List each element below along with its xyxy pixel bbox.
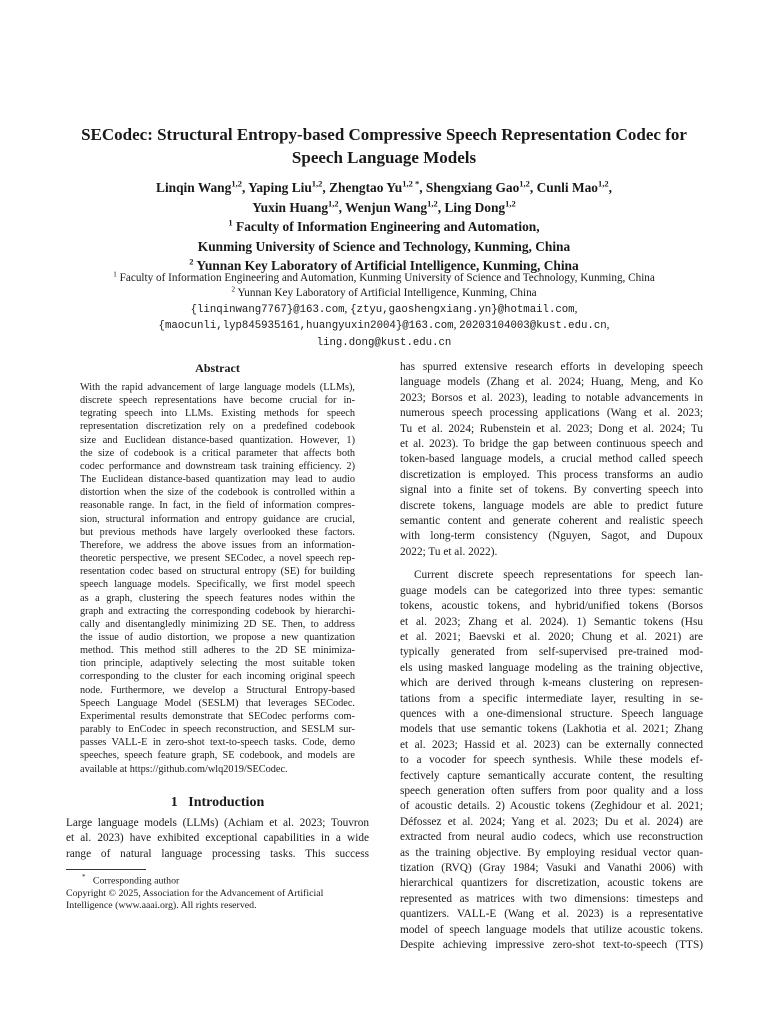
text-line: with long-term consistency (Nguyen, Sagot, and Dupoux [400, 530, 703, 543]
affiliation-text: Faculty of Information Engineering and Automation, [236, 219, 540, 234]
author-line: Linqin Wang$^{1,2}$, Yaping Liu$^{1,2}$, Zhengtao $Yu^{1,2 *}$, Shengxiang Gao$^{1,2}$, Cunli Mao$^{1,2}$, [156, 178, 612, 195]
paragraph-gap [400, 560, 703, 568]
affiliation-mark: 2 [189, 256, 194, 267]
email-text: {maocunli,lyp845935161,huangyuxin2004}@163.com [158, 320, 454, 333]
text-line: 2023; Borsos et al. 2023), leading to notable advancements in [400, 391, 703, 404]
text-line: range of natural language processing tasks. This success [66, 847, 369, 860]
text-line: Current discrete speech representations for speech lan- [414, 569, 703, 582]
text-line: as the training objective. By employing residual vector quan- [400, 846, 703, 859]
text-line: the size of codebook is a critical parameter that affects both [80, 447, 355, 459]
text-line: extracted from neural audio codecs, which use reconstruction [400, 831, 703, 844]
text-line: discrete speech representations have become crucial for in- [80, 395, 355, 407]
text-line: parably to EnCodec in speech reconstruction, and SESLM sur- [80, 724, 355, 736]
copyright-line: Copyright © 2025, Association for the Advancement of Artificial [66, 887, 324, 899]
text-line: tion principle, adaptively selecting the most suitable token [80, 658, 355, 670]
author-line: Yuxin Huang$^{1,2}$, Wenjun Wang$^{1,2}$, Ling Dong$^{1,2}$ [252, 198, 516, 215]
abstract-heading: Abstract [195, 361, 240, 375]
email-text: 20203104003@kust.edu.cn [459, 320, 607, 333]
affiliation-text: Yunnan Key Laboratory of Artificial Intelligence, Kunming, China [196, 258, 579, 273]
text-line: discrete tokens, language models are able to predict future [400, 499, 703, 512]
section-number: 1 [170, 795, 178, 810]
right-column-text [400, 360, 703, 953]
text-line: Large language models (LLMs) (Achiam et al. 2023; Touvron [66, 817, 369, 829]
affiliation-text: Faculty of Information Engineering and Automation, Kunming University of Science and Technology, Kunming, China [119, 272, 655, 284]
affiliation-mark: 1 [228, 217, 233, 228]
author-name: Yuxin Huang [252, 199, 329, 215]
text-line: speech generation often suffers from poor quality and a loss [400, 784, 703, 797]
abstract [80, 361, 355, 776]
email-text: {ztyu,gaoshengxiang.yn}@hotmail.com [350, 303, 575, 316]
author-affiliation-mark: 1,2 [427, 198, 438, 209]
author-name: Zhengtao Yu [329, 180, 403, 195]
text-line: els using masked language modeling as the training objective, [400, 661, 703, 674]
text-line: Speech Language Model (SESLM) that leverages SECodec. [80, 697, 355, 709]
text-line: semantic content and generate coherent and realistic speech [400, 515, 703, 528]
text-line: speeches, speech feature graph, SE codebook, and models are [80, 750, 355, 762]
text-line: tization (RVQ) (Gray 1984; Vasuki and Vanathi 2006) with [400, 862, 703, 874]
text-line: but previous methods have largely overlooked these factors. [80, 526, 355, 538]
text-line: With the rapid advancement of large language models (LLMs), [80, 382, 355, 393]
section-heading-introduction [66, 795, 369, 811]
text-line: Therefore, we address the above issues from an information- [80, 539, 355, 551]
text-line: as a graph, clustering the speech features nodes within the [80, 592, 355, 604]
author-block [40, 178, 728, 279]
text-line: et al. 2023) have exhibited exceptional capabilities in a wide [66, 832, 369, 845]
author-name: Linqin Wang [156, 180, 232, 195]
section-title: Introduction [188, 795, 265, 810]
text-line: reasonable range. In fact, in the field of information compres- [80, 500, 355, 512]
text-line: et al. 2021; Baevski et al. 2020; Chung et al. 2021) are [400, 630, 703, 643]
affiliation-mark: 2 [231, 284, 236, 294]
title-line: Speech Language Models [291, 148, 477, 167]
text-line: Tu et al. 2024; Rubenstein et al. 2023; Dong et al. 2024; Tu [400, 422, 703, 435]
affiliation-text: Yunnan Key Laboratory of Artificial Intelligence, Kunming, China [237, 287, 537, 300]
email-line: {maocunli,lyp845935161,huangyuxin2004}@163.com, 20203104003@kust.edu.cn, [158, 319, 610, 333]
affiliation-mark: 1 [113, 269, 117, 279]
text-line: tokens, acoustic tokens, and hybrid/unified tokens (Borsos [400, 600, 703, 613]
text-line: available at https://github.com/wlq2019/SECodec. [80, 763, 288, 775]
email-line [40, 335, 728, 351]
text-line: hierarchical quantizers for discretization, acoustic tokens are [400, 877, 703, 890]
introduction-text [66, 816, 369, 862]
text-line: discretization is employed. This process transforms an audio [400, 468, 703, 481]
title-line: SECodec: Structural Entropy-based Compressive Speech Representation Codec for [81, 125, 687, 144]
text-line: numerous speech processing applications (Wang et al. 2023; [400, 407, 703, 420]
text-line: corresponding to the cluster for each incoming original speech [80, 671, 355, 683]
text-line: speech language models. Specifically, we first model speech [80, 579, 355, 591]
text-line: model of speech language models that utilize acoustic tokens. [400, 923, 703, 936]
email-text: ling.dong@kust.edu.cn [316, 336, 452, 349]
text-line: codec performance and downstream task training efficiency. 2) [80, 460, 355, 472]
author-affiliation-mark: 1,2 [519, 178, 530, 189]
footnote-corresponding [66, 871, 369, 888]
text-line: has spurred extensive research efforts in developing speech [400, 361, 703, 373]
text-line: token-based language models, a crucial method called speech [400, 453, 703, 466]
text-line: 2022; Tu et al. 2022). [400, 545, 498, 558]
author-affiliation-mark: 1,2 [505, 198, 516, 209]
author-name: Wenjun Wang [345, 199, 428, 215]
author-affiliation-mark: 1,2 [598, 178, 609, 189]
text-line: quantizers. VALL-E (Wang et al. 2023) is a representative [400, 908, 703, 921]
author-affiliation-mark: 1,2 [231, 178, 242, 189]
text-line: node. Furthermore, we develop a Structural Entropy-based [80, 684, 355, 696]
author-affiliation-mark: 1,2 [328, 198, 339, 209]
text-line: Experimental results demonstrate that SECodec performs com- [80, 710, 355, 722]
text-line: et al. 2023; Hassid et al. 2023) can be externally connected [400, 738, 703, 751]
text-line: typically generated from self-supervised pre-trained mod- [400, 646, 703, 659]
author-name: Yaping Liu [248, 180, 312, 195]
email-text: {linqinwang7767}@163.com [190, 303, 345, 316]
text-line: graph and extracting the corresponding codebook by hierarchi- [80, 605, 355, 617]
text-line: et al. 2023; Zhang et al. 2024). 1) Semantic tokens (Hsu [400, 615, 703, 628]
text-line: which are derived through k-means clustering on represen- [400, 677, 703, 690]
text-line: Despite achieving impressive zero-shot text-to-speech (TTS) [400, 939, 703, 952]
footnotes [66, 871, 369, 912]
affiliation-email-block [40, 271, 728, 351]
text-line: Défossez et al. 2024; Yang et al. 2023; Du et al. 2024) are [400, 815, 703, 828]
text-line: et al. 2023). To bridge the gap between continuous speech and [400, 438, 703, 451]
text-line: to a vocoder for speech synthesis. While these models ef- [400, 754, 703, 767]
text-line: quences with a one-dimensional structure. Speech language [400, 707, 703, 720]
text-line: passes VALL-E in zero-shot text-to-speech tasks. Code, demo [80, 737, 355, 749]
text-line: tations from a specific intermediate layer, resulting in se- [400, 692, 703, 705]
text-line: resentation codec based on structural entropy (SE) for building [80, 566, 355, 578]
text-line: fectively capture semantically accurate content, the resulting [400, 769, 703, 782]
abstract-text [80, 381, 355, 776]
author-name: Ling Dong [444, 199, 506, 215]
affiliation-plain-1 [40, 271, 728, 286]
text-line: method. This method still adheres to the 2D SE minimiza- [80, 645, 355, 657]
footnote-text: Corresponding author [92, 875, 180, 887]
text-line: of acoustic details. 2) Acoustic tokens (Zeghidour et al. 2021; [400, 800, 703, 813]
affiliation-bold-1-cont: Kunming University of Science and Technology, Kunming, China [197, 238, 571, 254]
text-line: sion, structural information and entropy guidance are crucial, [80, 513, 355, 525]
text-line: the issue of audio distortion, we propose a new quantization [80, 631, 355, 643]
text-line: distortion when the size of the codebook is controlled within a [80, 487, 355, 499]
text-line: The Euclidean distance-based quantization may lead to audio [80, 474, 355, 486]
text-line: tegrating speech into LLMs. Existing methods for speech [80, 408, 355, 420]
text-line: theoretic perspective, we present SECodec, a novel speech rep- [80, 553, 355, 565]
affiliation-bold-1 [40, 217, 728, 237]
author-affiliation-mark: 1,2 [311, 178, 323, 189]
paragraph [400, 360, 703, 560]
text-line: language models (Zhang et al. 2024; Huang, Meng, and Ko [400, 376, 703, 389]
text-line: represented as matrices with two dimensions: timesteps and [400, 892, 703, 905]
footnote-mark: * [82, 873, 86, 881]
text-line: representation discretization rely on a predefined codebook [80, 421, 355, 433]
copyright-line: Intelligence (www.aaai.org). All rights reserved. [66, 899, 257, 911]
footnote-rule [66, 869, 146, 870]
text-line: models that use semantic tokens (Lakhotia et al. 2021; Zhang [400, 723, 703, 736]
text-line: cally and disentangledly minimizing 2D SE. Then, to address [80, 618, 355, 630]
text-line: size and Euclidean distance-based quantization. However, 1) [80, 434, 355, 446]
text-line: signal into a finite set of tokens. By converting speech into [400, 484, 703, 497]
author-affiliation-mark: 1,2 * [402, 178, 420, 189]
email-line: {linqinwang7767}@163.com, {ztyu,gaoshengxiang.yn}@hotmail.com, [190, 302, 578, 316]
text-line: guage models can be categorized into three types: semantic [400, 584, 703, 597]
paragraph [400, 568, 703, 953]
author-name: Cunli Mao [536, 180, 598, 195]
paper-title [40, 123, 728, 169]
author-name: Shengxiang Gao [425, 180, 520, 195]
affiliation-plain-2 [40, 286, 728, 301]
